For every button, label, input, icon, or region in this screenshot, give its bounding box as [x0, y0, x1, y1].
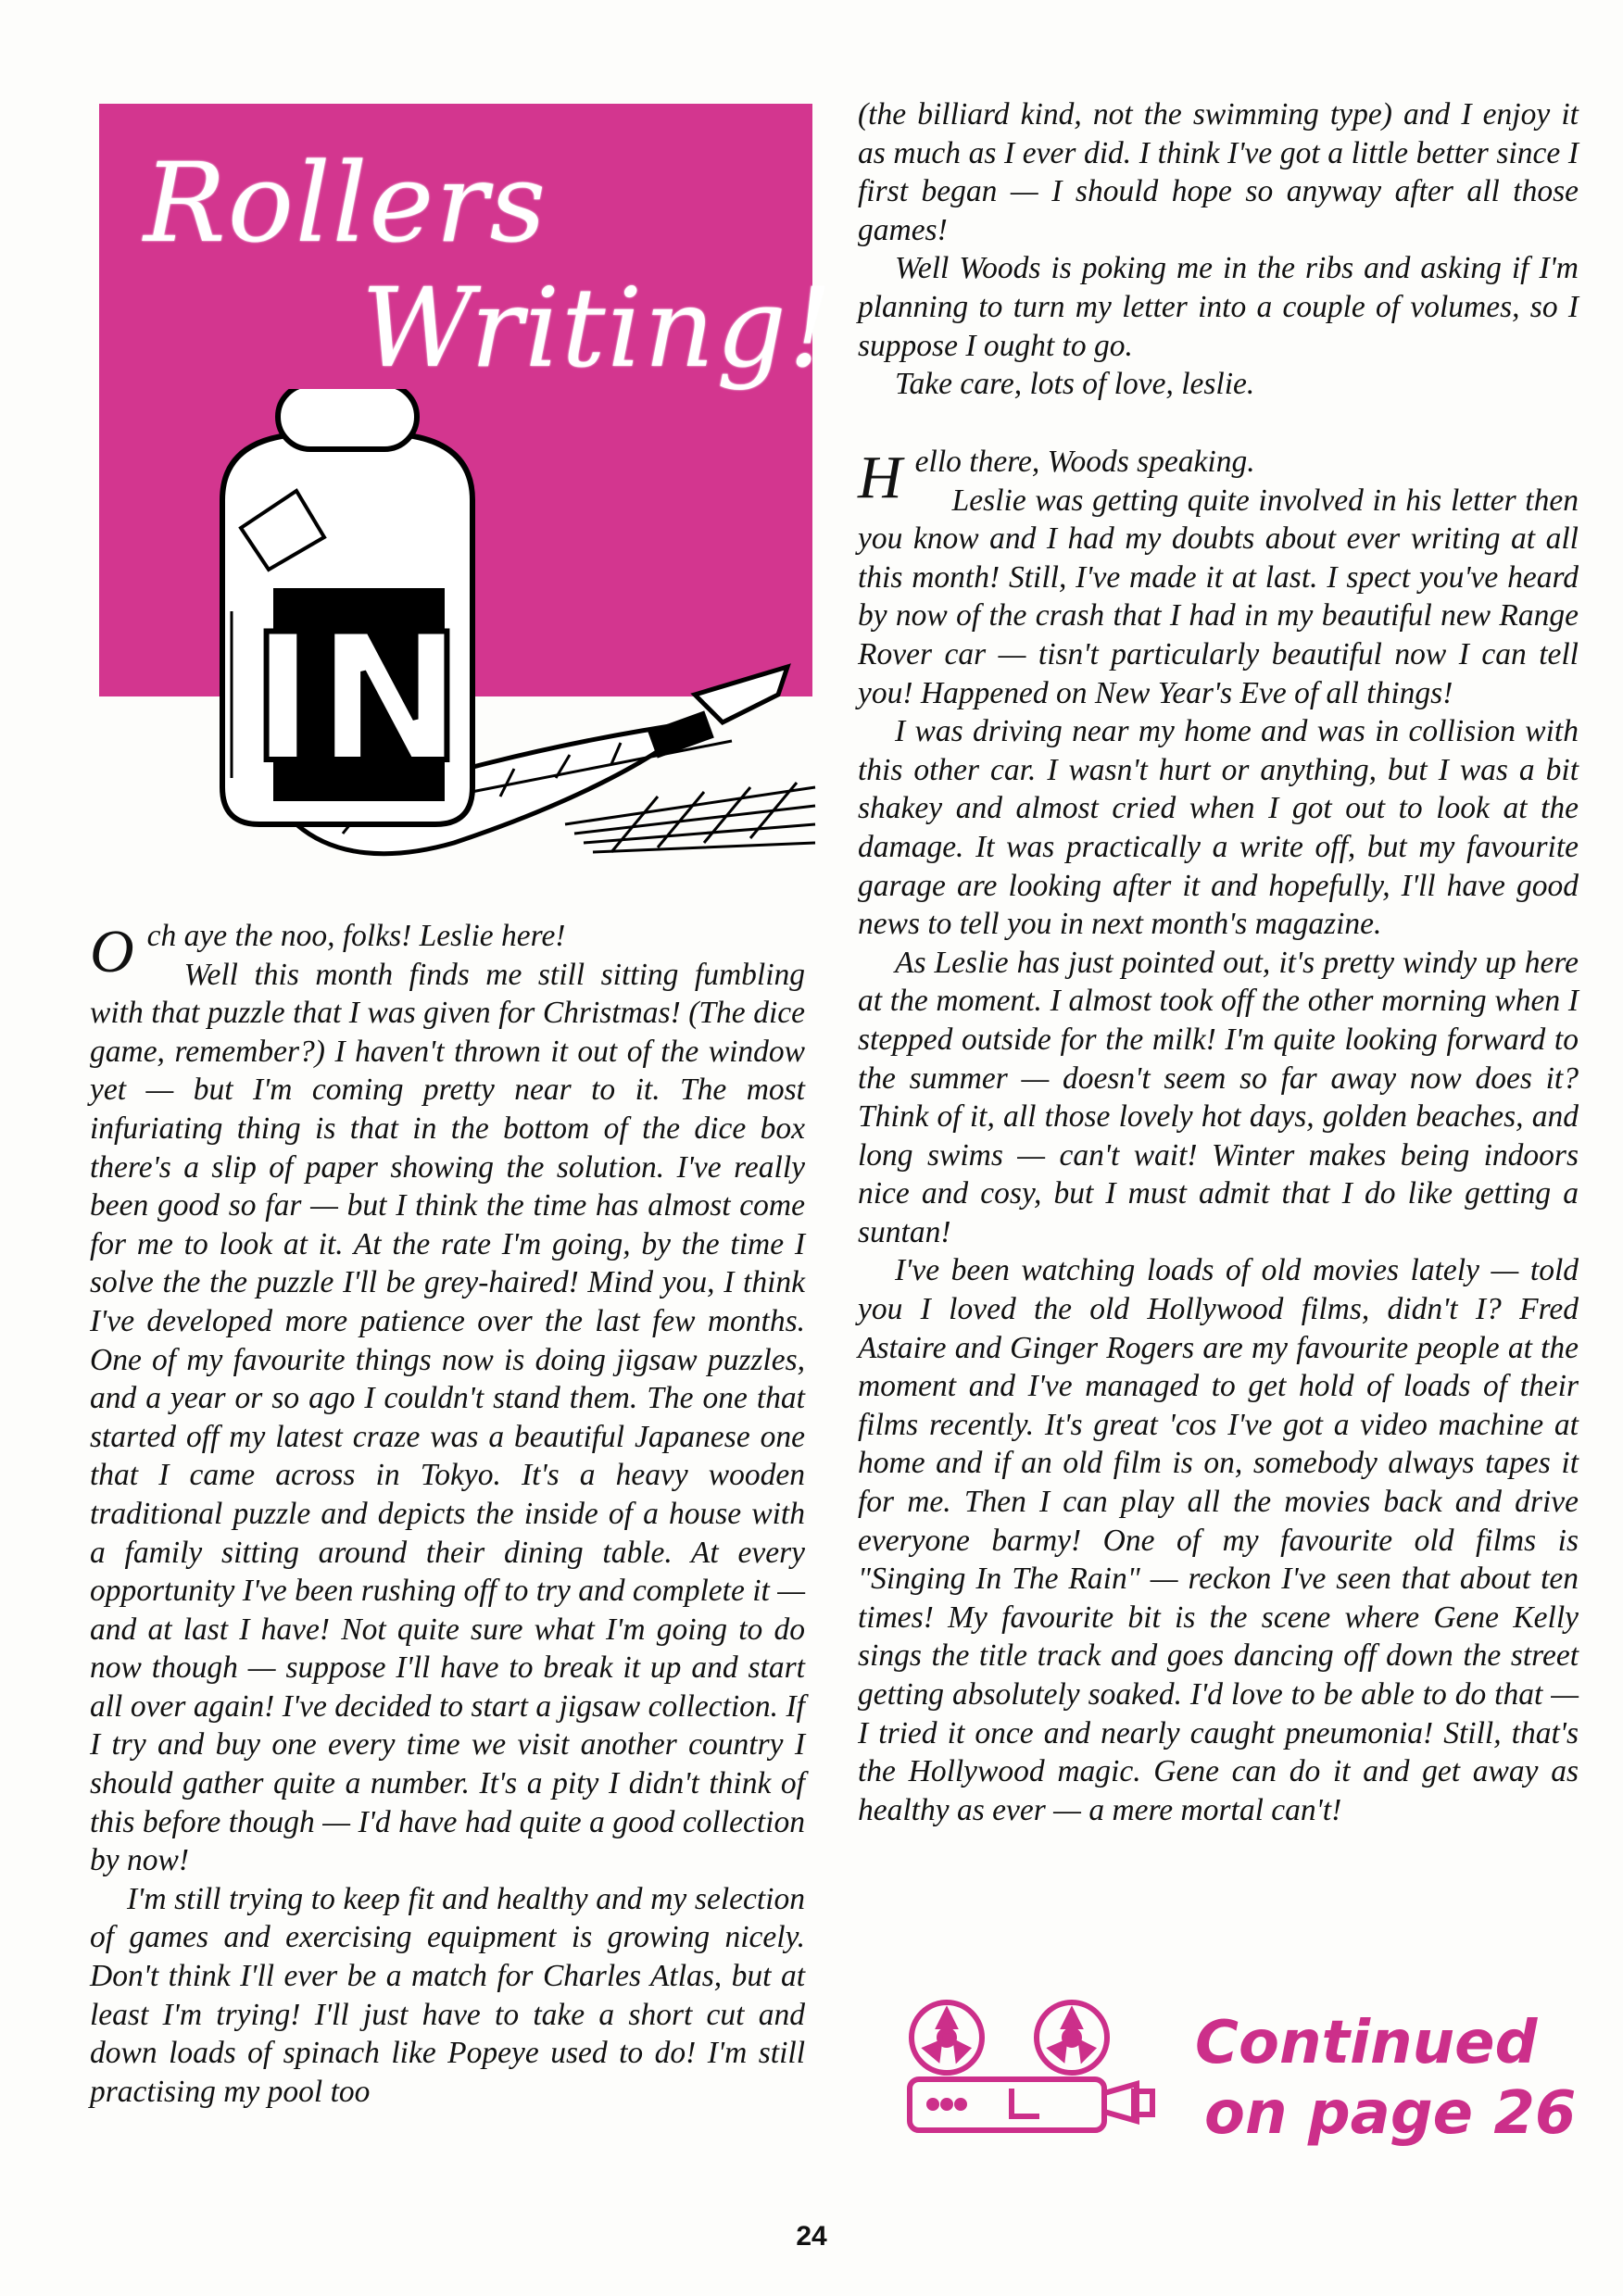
left-column-text: [90, 917, 805, 2111]
ink-bottle-illustration: [176, 389, 824, 889]
paragraph: I was driving near my home and was in collision with this other car. I wasn't hurt or anything, but I was a bit shakey and almost cried when I got out to look at the damage. It was practically a write off, but my favourite garage are looking after it and hopefully, I'll have good news to tell you in next month's magazine.: [858, 714, 1579, 942]
continued-line-2: on page 26: [1204, 2079, 1577, 2148]
drop-cap-o: O: [90, 918, 134, 985]
title-line-2: Writing!: [361, 264, 835, 392]
paragraph: Well this month finds me still sitting fumbling with that puzzle that I was given for Christmas! (The dice game, remember?) I haven't thrown it out of the window yet — but I'm coming pretty near to it. The most infuriating thing is that in the bottom of the dice box there's a slip of paper showing the solution. I've really been good so far — but I think the time has almost come for me to look at it. At the rate I'm going, by the time I solve the the puzzle I'll be grey-haired! Mind you, I think I've developed more patience over the last few months. One of my favourite things now is doing jigsaw puzzles, and a year or so ago I couldn't stand them. The one that started off my latest craze was a beautiful Japanese one that I came across in Tokyo. It's a heavy wooden traditional puzzle and depicts the inside of a house with a family sitting around their dining table. At every opportunity I've been rushing off to try and complete it — and at last I have! Not quite sure what I'm going to do now though — suppose I'll have to break it up and start all over again! I've decided to start a jigsaw collection. If I try and buy one every time we visit another country I should gather quite a number. It's a pity I didn't think of this before though — I'd have had quite a good collection by now!: [90, 957, 805, 1878]
paragraph: I've been watching loads of old movies lately — told you I loved the old Hollywood films, didn't I? Fred Astaire and Ginger Rogers are my favourite people at the moment and I've managed to get hold of loads of their films recently. It's great 'cos I've got a video machine at home and if an old film is on, somebody always tapes it for me. Then I can play all the movies back and drive everyone barmy! One of my favourite old films is "Singing In The Rain" — reckon I've seen that about ten times! My favourite bit is the scene where Gene Kelly sings the title track and goes dancing off down the street getting absolutely soaked. I'd love to be able to do that — I tried it once and nearly caught pneumonia! Still, that's the Hollywood magic. Gene can do it and get away as healthy as ever — a mere mortal can't!: [858, 1253, 1579, 1827]
continued-note: [1195, 2008, 1576, 2149]
film-projector-icon: [891, 1991, 1160, 2139]
page-number: 24: [796, 2221, 827, 2252]
ink-bottle-icon: [222, 389, 472, 824]
title-line-1: Rollers: [144, 139, 548, 267]
paragraph: ello there, Woods speaking.: [914, 445, 1255, 479]
paragraph: ch aye the noo, folks! Leslie here!: [146, 919, 566, 953]
desk-hatching: [565, 783, 815, 852]
drop-cap-h: H: [858, 444, 902, 511]
paragraph: Take care, lots of love, leslie.: [895, 367, 1255, 402]
right-column-main-text: [858, 443, 1579, 1829]
paragraph: Leslie was getting quite involved in his letter then you know and I had my doubts about ever writing at all this month! Still, I've made it at last. I spect you've heard by now of the crash that I had in my beautiful new Range Rover car — tisn't particularly beautiful now I can tell you! Happened on New Year's Eve of all things!: [858, 483, 1579, 710]
right-column-top-text: [858, 95, 1579, 404]
ink-label: IN: [250, 596, 463, 801]
paragraph: Well Woods is poking me in the ribs and asking if I'm planning to turn my letter into a couple of volumes, so I suppose I ought to go.: [858, 251, 1579, 363]
paragraph: As Leslie has just pointed out, it's pretty windy up here at the moment. I almost took off the other morning when I stepped outside for the milk! I'm quite looking forward to the summer — doesn't seem so far away now does it? Think of it, all those lovely hot days, golden beaches, and long swims — can't wait! Winter makes being indoors nice and cosy, but I must admit that I do like getting a suntan!: [858, 945, 1579, 1249]
paragraph: (the billiard kind, not the swimming type) and I enjoy it as much as I ever did. I think I've got a little better since I first began — I should hope so anyway after all those games!: [858, 97, 1579, 247]
continued-line-1: Continued: [1195, 2009, 1538, 2077]
paragraph: I'm still trying to keep fit and healthy and my selection of games and exercising equipment is growing nicely. Don't think I'll ever be a match for Charles Atlas, but at least I'm trying! I'll just have to take a short cut and down loads of spinach like Popeye used to do! I'm still practising my pool too: [90, 1881, 805, 2109]
